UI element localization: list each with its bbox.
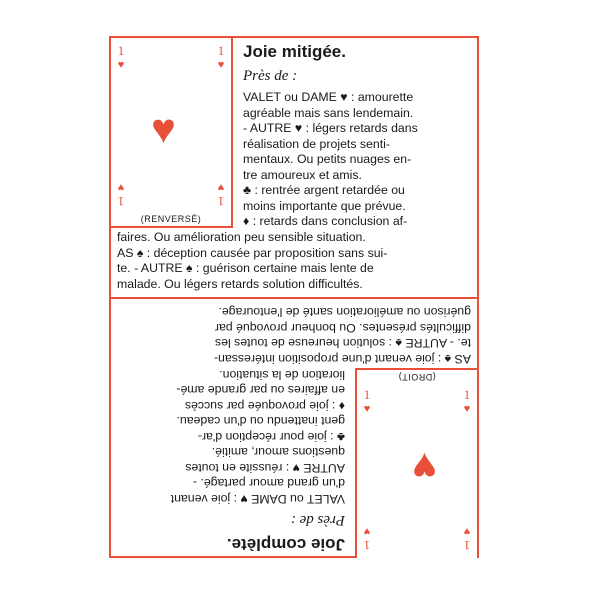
large-heart-icon: ♥ — [412, 444, 437, 491]
rank-label: 1 — [463, 387, 471, 402]
corner-index-bottom-left — [461, 388, 473, 416]
text-line: faires. Ou amélioration peu sensible situation. — [117, 230, 366, 244]
meaning-text-column — [243, 90, 471, 230]
ace-of-hearts-card-reversed — [111, 38, 233, 228]
meaning-subtitle: Près de : — [243, 68, 298, 84]
playing-card-frame — [109, 36, 479, 558]
text-line: ♦ : retards dans conclusion af- — [243, 214, 408, 228]
meaning-text-full-width — [117, 230, 473, 292]
card-orientation-caption: (DROIT) — [398, 372, 436, 382]
meaning-title: Joie complète. — [226, 535, 345, 554]
heart-icon: ♥ — [463, 403, 471, 415]
heart-icon: ♥ — [363, 525, 371, 537]
text-line: VALET ou DAME ♥ : joie venant — [170, 492, 345, 506]
text-line: mentaux. Ou petits nuages en- — [243, 152, 412, 166]
text-line: difficultés présentes. Ou bonheur provoqué par — [214, 321, 471, 335]
text-line: en affaires ou par grande amé- — [176, 383, 345, 398]
heart-icon: ♥ — [117, 181, 125, 193]
large-heart-icon: ♥ — [151, 105, 176, 152]
text-line: AS ♠ : joie venant d'une proposition intéressan- — [213, 352, 471, 366]
rank-label: 1 — [217, 43, 225, 58]
text-line: AUTRE ♥ : réussite en toutes — [185, 461, 345, 475]
corner-index-top-right — [215, 44, 227, 72]
corner-index-top-left — [115, 44, 127, 72]
corner-index-bottom-left — [115, 180, 127, 208]
text-line: te. - AUTRE ♠ : guérison certaine mais lente de — [117, 261, 374, 275]
ace-of-hearts-card-upright — [355, 368, 477, 558]
text-line: moins importante que prévue. — [243, 198, 406, 213]
corner-index-bottom-right — [361, 388, 373, 416]
meaning-subtitle: Près de : — [290, 512, 345, 528]
heart-icon: ♥ — [463, 525, 471, 537]
bottom-half-inverted — [111, 299, 477, 558]
text-line: ♣ : joie pour réception d'ar- — [197, 430, 345, 444]
text-line: guérison ou amélioration santé de l'entourage. — [218, 305, 471, 320]
meaning-text-column — [117, 367, 345, 507]
text-line: réalisation de projets senti- — [243, 136, 390, 151]
text-line: - AUTRE ♥ : légers retards dans — [243, 121, 418, 135]
meaning-title: Joie mitigée. — [243, 42, 346, 61]
text-line: ♣ : rentrée argent retardée ou — [243, 183, 405, 197]
text-line: AS ♠ : déception causée par proposition sans sui- — [117, 245, 388, 260]
text-line: te. - AUTRE ♠ : solution heureuse de toutes les — [214, 336, 471, 351]
text-line: d'un grand amour partagé. - — [192, 476, 345, 491]
top-half — [111, 38, 477, 297]
corner-index-bottom-right — [215, 180, 227, 208]
text-line: tre amoureux et amis. — [243, 167, 362, 182]
rank-label: 1 — [217, 194, 225, 209]
rank-label: 1 — [117, 43, 125, 58]
corner-index-top-left — [461, 524, 473, 552]
card-orientation-caption: (RENVERSÉ) — [140, 214, 202, 224]
text-line: malade. Ou légers retards solution difficultés. — [117, 276, 363, 291]
text-line: VALET ou DAME ♥ : amourette — [243, 90, 414, 104]
heart-icon: ♥ — [117, 59, 125, 71]
rank-label: 1 — [363, 538, 371, 553]
text-line: gent inattendu ou d'un cadeau. — [176, 414, 345, 429]
text-line: questions amour, amitié. — [211, 445, 345, 460]
meaning-text-full-width — [115, 304, 471, 366]
heart-icon: ♥ — [217, 59, 225, 71]
rank-label: 1 — [363, 387, 371, 402]
text-line: ♦ : joie provoquée par succès — [184, 399, 345, 413]
text-line: lioration de la situation. — [219, 368, 345, 382]
heart-icon: ♥ — [363, 403, 371, 415]
rank-label: 1 — [463, 538, 471, 553]
text-line: agréable mais sans lendemain. — [243, 105, 414, 120]
rank-label: 1 — [117, 194, 125, 209]
heart-icon: ♥ — [217, 181, 225, 193]
corner-index-top-right — [361, 524, 373, 552]
